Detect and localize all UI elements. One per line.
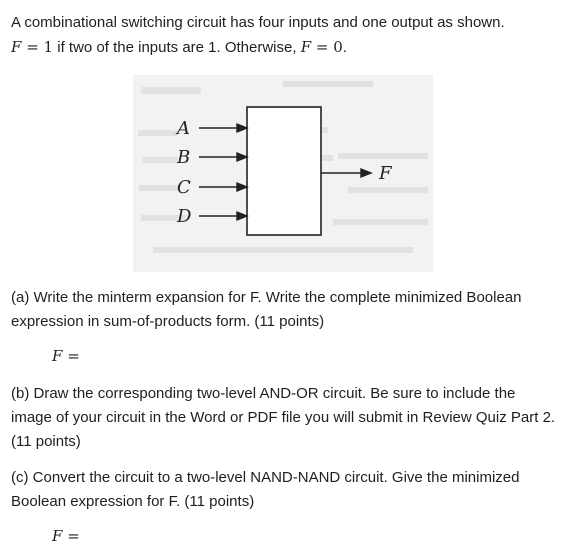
circuit-figure — [133, 75, 433, 272]
input-label-a: A — [177, 118, 190, 139]
equals-zero: = 0 — [311, 38, 343, 56]
problem-statement: A combinational switching circuit has four inputs and one output as shown. — [11, 14, 505, 31]
condition-period: . — [342, 39, 347, 56]
equals-one: = 1 — [21, 38, 54, 56]
part-c-answer — [52, 527, 80, 545]
part-b-prompt: (b) Draw the corresponding two-level AND-OR circuit. Be sure to include the image of your circuit in the Word or PDF file you will submit in Review Quiz Part 2. (11 points) — [11, 385, 556, 450]
part-c-prompt: (c) Convert the circuit to a two-level NAND-NAND circuit. Give the minimized Boolean expression for F. (11 points) — [11, 469, 520, 510]
logic-box — [247, 107, 321, 235]
input-label-d: D — [177, 206, 192, 227]
part-a-answer — [52, 347, 80, 365]
part-c-answer-equals: = — [62, 527, 80, 545]
part-c-answer-variable: F — [52, 527, 63, 545]
part-a-prompt: (a) Write the minterm expansion for F. Write the complete minimized Boolean expression in sum-of-products form. (11 points) — [11, 289, 522, 330]
condition-text: if two of the inputs are 1. Otherwise, — [53, 39, 301, 56]
part-a-answer-variable: F — [52, 347, 63, 365]
input-label-c: C — [177, 177, 191, 198]
output-condition — [11, 38, 347, 56]
output-variable: F — [11, 38, 22, 56]
circuit-diagram — [133, 75, 433, 272]
output-label-f: F — [379, 163, 392, 184]
input-label-b: B — [177, 147, 191, 168]
part-a-answer-equals: = — [62, 347, 80, 365]
output-variable-2: F — [300, 38, 312, 56]
